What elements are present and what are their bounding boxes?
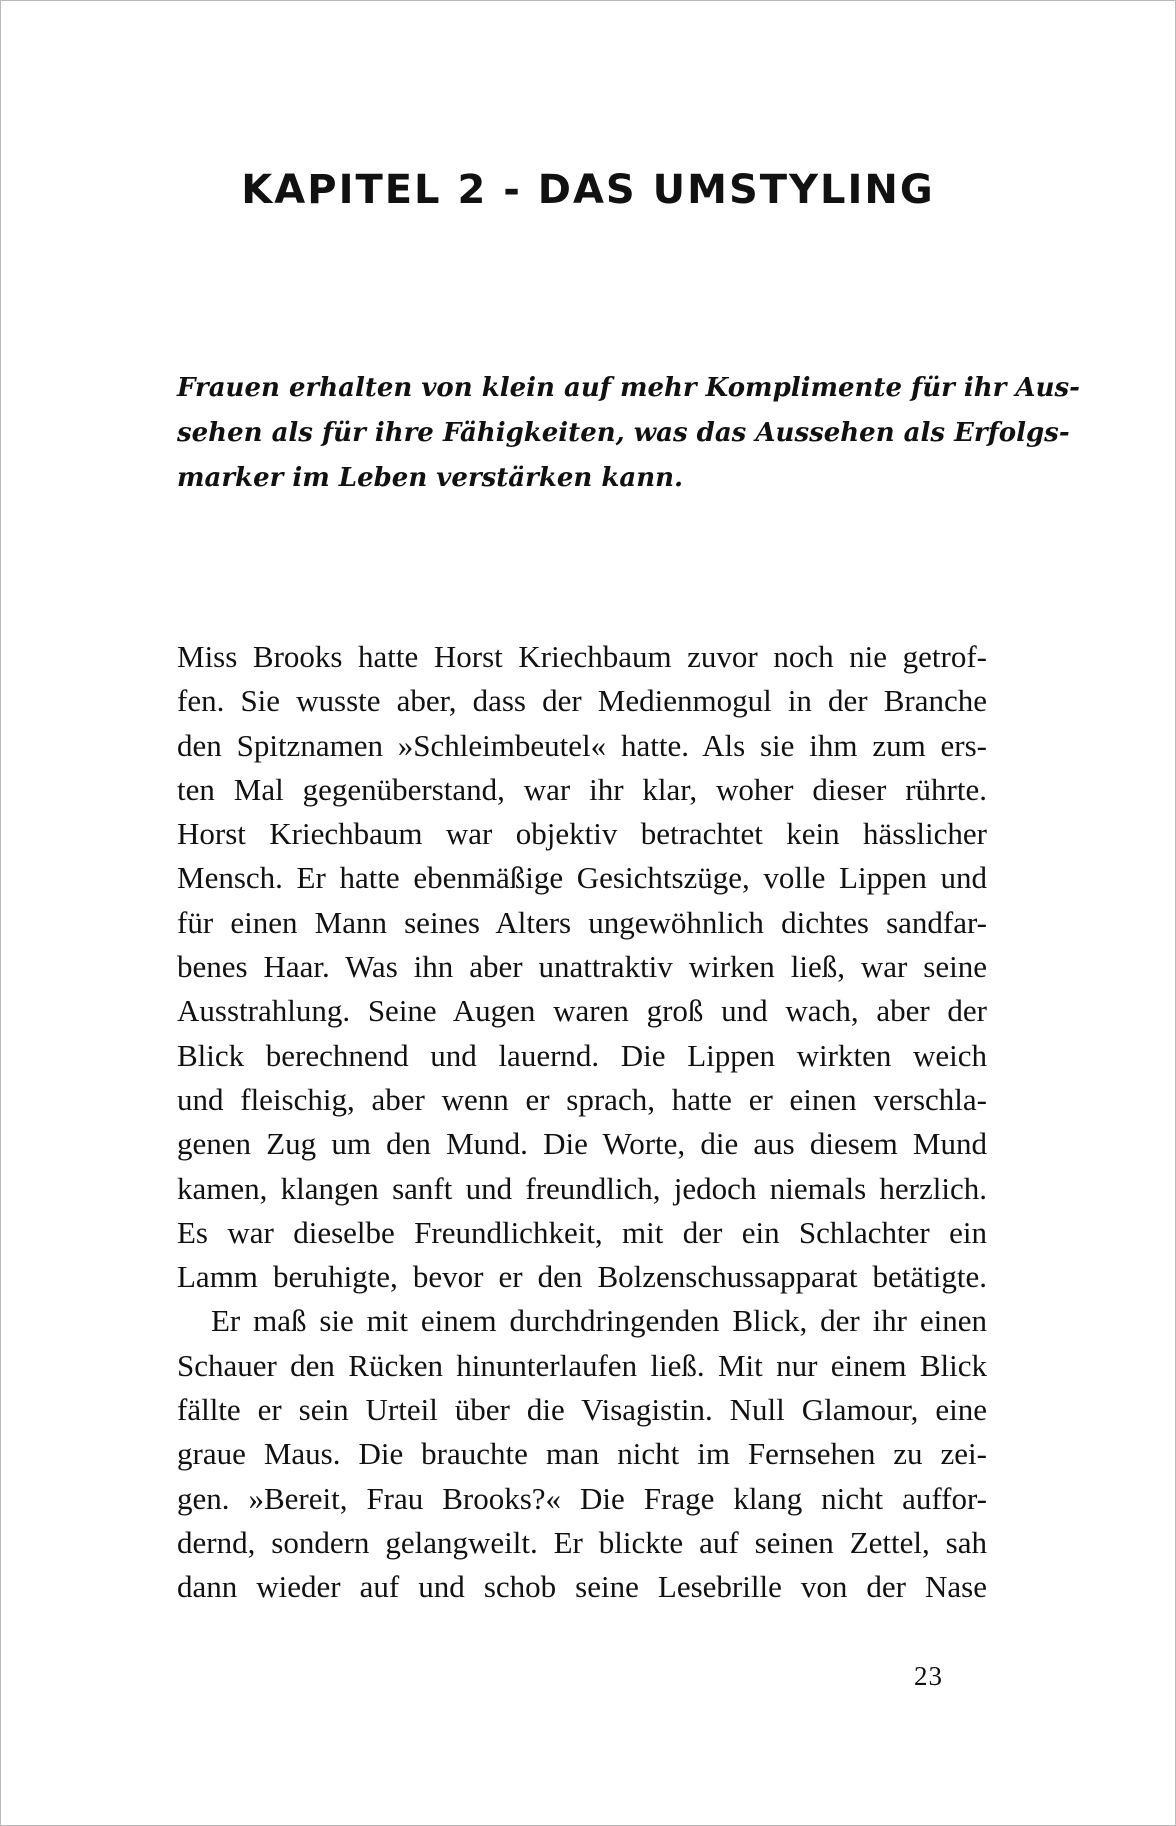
body-line: Ausstrahlung. Seine Augen waren groß und wach, aber der <box>177 993 987 1029</box>
body-line: Mensch. Er hatte ebenmäßige Gesichtszüge, volle Lippen und <box>177 860 987 896</box>
body-line: fen. Sie wusste aber, dass der Medienmogul in der Branche <box>177 683 987 719</box>
epigraph-line: sehen als für ihre Fähigkeiten, was das Aussehen als Erfolgs- <box>177 418 1070 448</box>
chapter-epigraph <box>177 366 1080 501</box>
body-text <box>177 635 987 1610</box>
body-line: dernd, sondern gelangweilt. Er blickte auf seinen Zettel, sah <box>177 1524 987 1560</box>
chapter-title: KAPITEL 2 - DAS UMSTYLING <box>241 167 935 213</box>
body-line: Er maß sie mit einem durchdringenden Blick, der ihr einen <box>211 1303 987 1339</box>
body-line: graue Maus. Die brauchte man nicht im Fernsehen zu zei- <box>177 1436 987 1472</box>
body-line: Horst Kriechbaum war objektiv betrachtet kein hässlicher <box>177 816 987 852</box>
body-line: gen. »Bereit, Frau Brooks?« Die Frage klang nicht auffor- <box>177 1480 987 1516</box>
body-line: Blick berechnend und lauernd. Die Lippen wirkten weich <box>177 1037 987 1073</box>
epigraph-line: Frauen erhalten von klein auf mehr Komplimente für ihr Aus- <box>177 373 1080 403</box>
body-line: Lamm beruhigte, bevor er den Bolzenschussapparat betätigte. <box>177 1259 987 1295</box>
body-line: Es war dieselbe Freundlichkeit, mit der ein Schlachter ein <box>177 1214 987 1250</box>
body-line: kamen, klangen sanft und freundlich, jedoch niemals herzlich. <box>177 1170 987 1206</box>
body-line: genen Zug um den Mund. Die Worte, die aus diesem Mund <box>177 1126 987 1162</box>
body-line: Miss Brooks hatte Horst Kriechbaum zuvor noch nie getrof- <box>177 639 987 674</box>
body-line: ten Mal gegenüberstand, war ihr klar, woher dieser rührte. <box>177 771 987 807</box>
body-line: den Spitznamen »Schleimbeutel« hatte. Als sie ihm zum ers- <box>177 727 987 763</box>
epigraph-line: marker im Leben verstärken kann. <box>177 463 684 493</box>
body-line: Schauer den Rücken hinunterlaufen ließ. Mit nur einem Blick <box>177 1347 987 1383</box>
body-line: und fleischig, aber wenn er sprach, hatte er einen verschla- <box>177 1081 987 1117</box>
body-line: benes Haar. Was ihn aber unattraktiv wirken ließ, war seine <box>177 949 987 985</box>
body-line: dann wieder auf und schob seine Lesebrille von der Nase <box>177 1569 987 1605</box>
body-line: fällte er sein Urteil über die Visagistin. Null Glamour, eine <box>177 1392 987 1428</box>
body-line: für einen Mann seines Alters ungewöhnlich dichtes sandfar- <box>177 904 987 940</box>
page-number: 23 <box>914 1661 943 1691</box>
